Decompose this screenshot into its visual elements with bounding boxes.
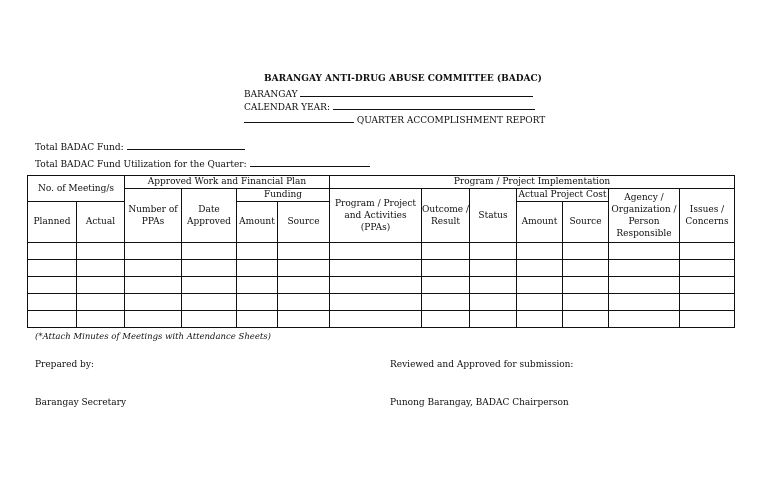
attach-note: (*Attach Minutes of Meetings with Attendance Sheets)	[35, 332, 271, 342]
barangay-blank[interactable]	[300, 88, 533, 97]
table-cell[interactable]	[330, 277, 422, 294]
implementation-header: Program / Project Implementation	[330, 176, 735, 189]
table-cell[interactable]	[609, 277, 680, 294]
barangay-line	[244, 88, 533, 100]
total-fund-blank[interactable]	[127, 141, 245, 150]
table-cell[interactable]	[182, 311, 237, 328]
table-cell[interactable]	[422, 294, 470, 311]
quarter-label: QUARTER ACCOMPLISHMENT REPORT	[356, 116, 546, 126]
barangay-label: BARANGAY	[244, 90, 298, 100]
table-row	[28, 277, 735, 294]
table-cell[interactable]	[517, 243, 563, 260]
actual-cost-header: Actual Project Cost	[518, 190, 607, 200]
table-cell[interactable]	[182, 277, 237, 294]
table-cell[interactable]	[278, 260, 330, 277]
col-number-of-ppas: Number of PPAs	[125, 189, 182, 243]
table-cell[interactable]	[330, 294, 422, 311]
table-cell[interactable]	[278, 243, 330, 260]
meetings-header: No. of Meeting/s	[28, 176, 125, 202]
table-row	[28, 260, 735, 277]
table-cell[interactable]	[422, 243, 470, 260]
col-agency: Agency / Organization / Person Responsible	[609, 189, 680, 243]
table-cell[interactable]	[278, 277, 330, 294]
table-cell[interactable]	[470, 260, 517, 277]
table-cell[interactable]	[330, 311, 422, 328]
fund-utilization-line	[35, 158, 370, 170]
table-row	[28, 243, 735, 260]
table-cell[interactable]	[422, 311, 470, 328]
table-cell[interactable]	[563, 294, 609, 311]
calendar-year-line	[244, 101, 535, 113]
table-cell[interactable]	[563, 243, 609, 260]
table-row	[28, 311, 735, 328]
table-cell[interactable]	[680, 260, 735, 277]
table-cell[interactable]	[28, 277, 77, 294]
table-cell[interactable]	[77, 277, 125, 294]
table-cell[interactable]	[680, 311, 735, 328]
table-cell[interactable]	[517, 277, 563, 294]
col-date-approved: Date Approved	[182, 189, 237, 243]
table-cell[interactable]	[422, 277, 470, 294]
reviewed-label: Reviewed and Approved for submission:	[390, 360, 574, 370]
table-cell[interactable]	[28, 294, 77, 311]
fund-utilization-blank[interactable]	[250, 158, 370, 167]
col-actual: Actual	[77, 202, 125, 243]
table-cell[interactable]	[563, 277, 609, 294]
table-cell[interactable]	[278, 294, 330, 311]
table-cell[interactable]	[125, 277, 182, 294]
table-cell[interactable]	[237, 260, 278, 277]
table-cell[interactable]	[609, 243, 680, 260]
table-cell[interactable]	[28, 243, 77, 260]
quarter-blank[interactable]	[244, 114, 354, 123]
table-cell[interactable]	[517, 260, 563, 277]
col-outcome: Outcome / Result	[422, 189, 470, 243]
funding-header: Funding	[237, 189, 330, 202]
table-cell[interactable]	[237, 311, 278, 328]
calendar-year-blank[interactable]	[333, 101, 535, 110]
prepared-by-label: Prepared by:	[35, 360, 94, 370]
table-cell[interactable]	[470, 277, 517, 294]
table-cell[interactable]	[517, 294, 563, 311]
table-cell[interactable]	[563, 260, 609, 277]
col-program: Program / Project and Activities (PPAs)	[330, 189, 422, 243]
table-cell[interactable]	[125, 311, 182, 328]
table-cell[interactable]	[182, 260, 237, 277]
total-fund-line	[35, 141, 245, 153]
table-cell[interactable]	[237, 243, 278, 260]
col-funding-amount: Amount	[237, 202, 278, 243]
table-cell[interactable]	[125, 294, 182, 311]
table-cell[interactable]	[237, 277, 278, 294]
punong-barangay-label: Punong Barangay, BADAC Chairperson	[390, 398, 569, 408]
table-cell[interactable]	[237, 294, 278, 311]
col-cost-amount: Amount	[517, 202, 563, 243]
total-fund-label: Total BADAC Fund:	[35, 143, 124, 153]
table-cell[interactable]	[609, 294, 680, 311]
barangay-secretary-label: Barangay Secretary	[35, 398, 127, 408]
report-title: BARANGAY ANTI-DRUG ABUSE COMMITTEE (BADAC)	[264, 74, 542, 84]
table-cell[interactable]	[28, 260, 77, 277]
table-cell[interactable]	[330, 243, 422, 260]
table-cell[interactable]	[182, 243, 237, 260]
col-issues: Issues / Concerns	[680, 189, 735, 243]
awfp-header: Approved Work and Financial Plan	[125, 176, 330, 189]
table-cell[interactable]	[125, 243, 182, 260]
col-status: Status	[470, 189, 517, 243]
table-cell[interactable]	[563, 311, 609, 328]
table-cell[interactable]	[470, 294, 517, 311]
table-cell[interactable]	[28, 311, 77, 328]
table-cell[interactable]	[125, 260, 182, 277]
table-cell[interactable]	[278, 311, 330, 328]
table-cell[interactable]	[182, 294, 237, 311]
table-cell[interactable]	[77, 311, 125, 328]
table-cell[interactable]	[609, 260, 680, 277]
col-funding-source: Source	[278, 202, 330, 243]
table-cell[interactable]	[680, 243, 735, 260]
table-cell[interactable]	[680, 294, 735, 311]
fund-utilization-label: Total BADAC Fund Utilization for the Quarter:	[35, 160, 247, 170]
table-cell[interactable]	[470, 243, 517, 260]
table-cell[interactable]	[77, 294, 125, 311]
table-row	[28, 294, 735, 311]
col-planned: Planned	[28, 202, 77, 243]
table-cell[interactable]	[77, 243, 125, 260]
quarter-line	[244, 114, 545, 126]
table-cell[interactable]	[609, 311, 680, 328]
table-cell[interactable]	[77, 260, 125, 277]
accomplishment-table	[27, 175, 735, 328]
calendar-year-label: CALENDAR YEAR:	[244, 103, 330, 113]
col-cost-source: Source	[563, 202, 609, 243]
table-cell[interactable]	[422, 260, 470, 277]
table-cell[interactable]	[680, 277, 735, 294]
table-cell[interactable]	[470, 311, 517, 328]
table-cell[interactable]	[517, 311, 563, 328]
table-cell[interactable]	[330, 260, 422, 277]
